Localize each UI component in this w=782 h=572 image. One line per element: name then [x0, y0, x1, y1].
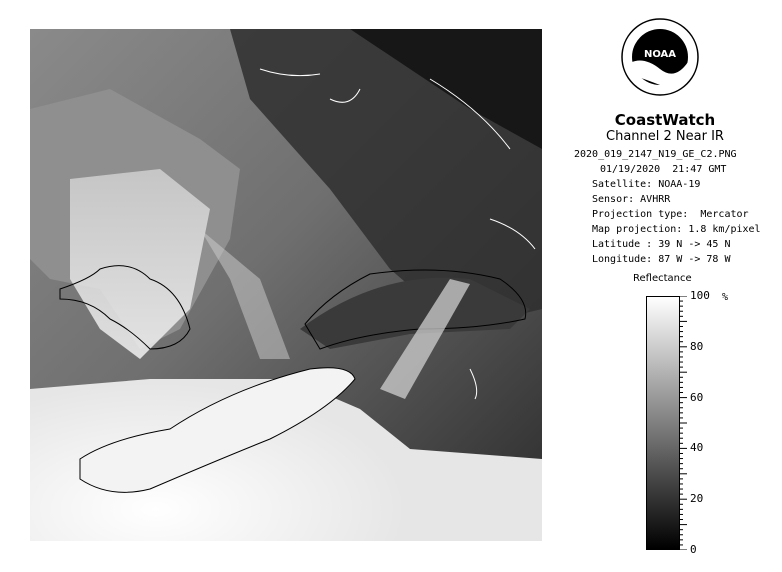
colorbar-unit: %: [722, 292, 729, 303]
channel-subtitle: Channel 2 Near IR: [606, 129, 724, 144]
satellite: Satellite: NOAA-19: [592, 179, 701, 190]
colorbar-tick-label: 0: [690, 543, 697, 556]
colorbar-ticks: [679, 296, 749, 550]
colorbar-tick-label: 40: [690, 441, 704, 455]
colorbar-tick-label: 20: [690, 492, 704, 506]
brand-title: CoastWatch: [614, 111, 716, 129]
colorbar-tick-label: 100: [690, 289, 710, 302]
title-block: [560, 112, 770, 144]
filename: 2020_019_2147_N19_GE_C2.PNG: [574, 149, 737, 160]
projection-type: Projection type: Mercator: [592, 209, 749, 220]
noaa-logo: [620, 17, 700, 109]
svg-text:NOAA: NOAA: [643, 49, 677, 60]
colorbar-tick-label: 80: [690, 339, 704, 353]
longitude: Longitude: 87 W -> 78 W: [592, 254, 731, 265]
latitude: Latitude : 39 N -> 45 N: [592, 239, 731, 250]
colorbar-label: Reflectance: [633, 273, 692, 284]
satellite-image: [30, 29, 542, 541]
map-projection: Map projection: 1.8 km/pixel: [592, 224, 761, 235]
sensor: Sensor: AVHRR: [592, 194, 671, 205]
colorbar: [646, 296, 680, 550]
datetime: 01/19/2020 21:47 GMT: [600, 164, 727, 175]
colorbar-tick-label: 60: [690, 390, 704, 404]
